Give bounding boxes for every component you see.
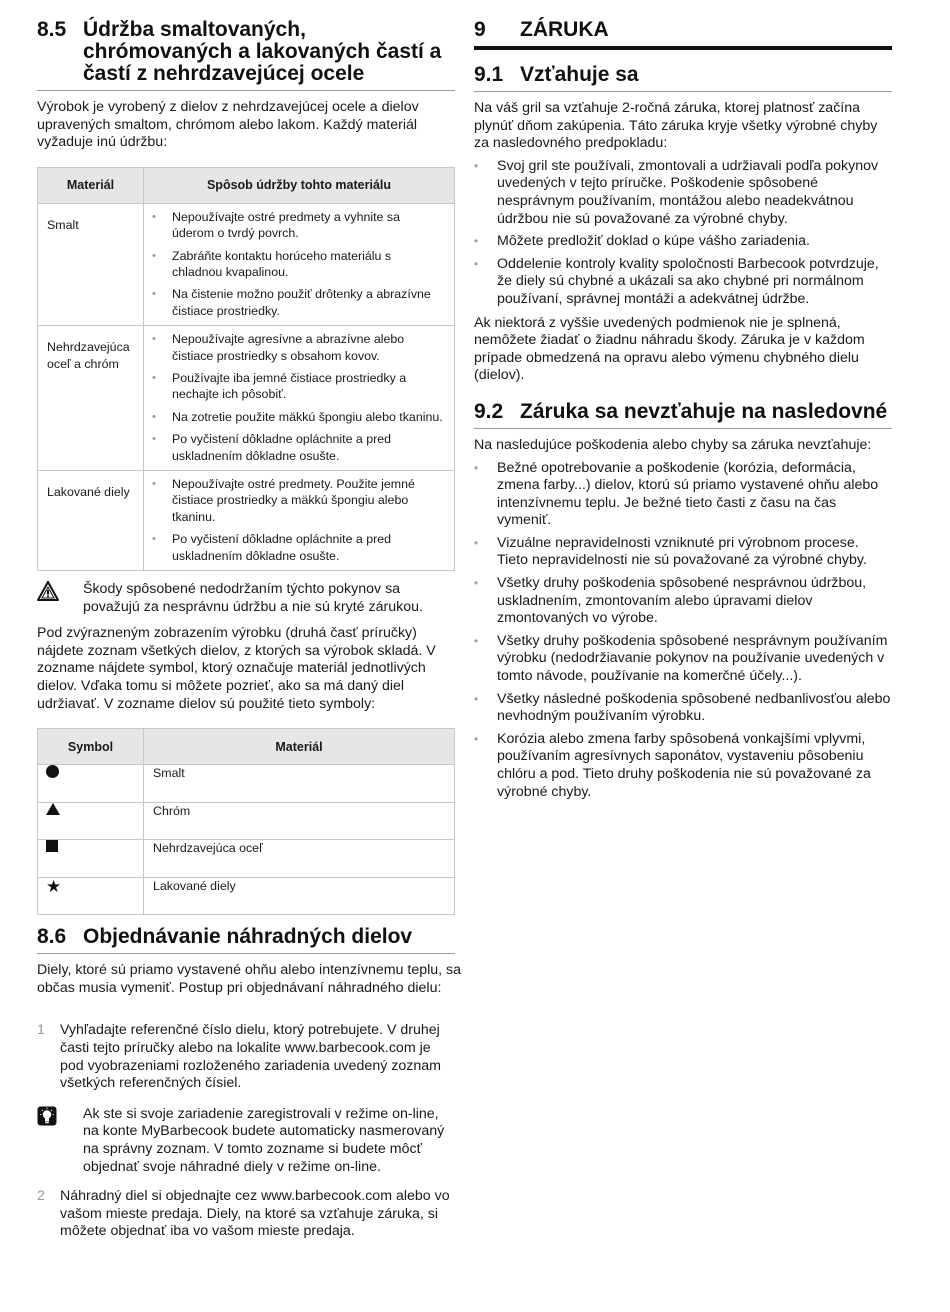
care-item: • Na čistenie možno použiť drôtenky a abrazívne čistiace prostriedky. bbox=[152, 287, 431, 318]
bullet-icon: • bbox=[474, 576, 479, 591]
care-item: • Používajte iba jemné čistiace prostriedky a nechajte ich pôsobiť. bbox=[152, 371, 407, 402]
section-8-6-heading bbox=[37, 926, 455, 948]
bullet-icon: • bbox=[152, 410, 156, 423]
exclusions-list bbox=[474, 460, 892, 802]
tip-text: Ak ste si svoje zariadenie zaregistrovali v režime on-line, na konte MyBarbecook budete automaticky nasmerovaný na správny zoznam. V tomto zozname si budete môcť objednať svoje náhradné diely v režime on-line. bbox=[83, 1105, 445, 1175]
step-1 bbox=[37, 1022, 455, 1092]
list-item: • Svoj gril ste používali, zmontovali a udržiavali podľa pokynov uvedených v tejto príručke. Poškodenie spôsobené nesprávnym používaním, montážou alebo neadekvátnou údržbou nie sú považované za výrobné chyby. bbox=[474, 157, 879, 227]
bullet-icon: • bbox=[152, 533, 156, 546]
section-number: 9 bbox=[474, 18, 486, 41]
table-row bbox=[38, 802, 455, 840]
list-item: • Všetky druhy poškodenia spôsobené nesprávnym používaním výrobku (nedodržiavanie pokynov na používanie uvedených v tomto návode, používanie na komerčné účely...). bbox=[474, 632, 888, 685]
care-item: • Nepoužívajte agresívne a abrazívne alebo čistiace prostriedky s obsahom kovov. bbox=[152, 332, 405, 363]
care-item: • Po vyčistení dôkladne opláchnite a pred uskladnením dôkladne osušte. bbox=[152, 432, 392, 463]
table-row bbox=[38, 877, 455, 915]
symbol-table bbox=[37, 728, 455, 915]
section-title: Objednávanie náhradných dielov bbox=[83, 925, 413, 949]
section-title: Vzťahuje sa bbox=[520, 63, 639, 86]
left-column bbox=[37, 0, 462, 1241]
paragraph: Pod zvýrazneným zobrazením výrobku (druhá časť príručky) nájdete zoznam všetkých dielov, z ktorých sa výrobok skladá. V zozname nájdete symbol, ktorý označuje materiál jednotlivých dielov. Vďaka tomu si môžete pozrieť, ako sa má daný diel udržiavať. V zozname dielov sú použité tieto symboly: bbox=[37, 625, 436, 712]
list-item: • Všetky následné poškodenia spôsobené nedbanlivosťou alebo nevhodným používaním výrobku. bbox=[474, 690, 891, 725]
star-symbol-icon: ★ bbox=[46, 876, 62, 896]
circle-symbol-icon bbox=[46, 765, 59, 778]
table-row bbox=[38, 203, 455, 325]
steps-list bbox=[37, 1022, 455, 1241]
material-cell: Smalt bbox=[144, 765, 455, 803]
section-8-5-heading bbox=[37, 19, 455, 85]
care-cell bbox=[144, 203, 455, 325]
step-text: Vyhľadajte referenčné číslo dielu, ktorý potrebujete. V druhej časti tejto príručky alebo na lokalite www.barbecook.com je pod vyobrazeniami rozloženého zariadenia uvedený zoznam všetkých referenčných čísiel. bbox=[60, 1022, 441, 1092]
material-cell: Nehrdzavejúca oceľ a chróm bbox=[38, 326, 144, 471]
table-row bbox=[38, 471, 455, 571]
coverage-list bbox=[474, 158, 892, 309]
paragraph: Na nasledujúce poškodenia alebo chyby sa záruka nevzťahuje: bbox=[474, 436, 872, 453]
section-9-2-heading bbox=[474, 401, 892, 423]
bullet-icon: • bbox=[474, 691, 479, 706]
care-cell bbox=[144, 471, 455, 571]
paragraph: Na váš gril sa vzťahuje 2-ročná záruka, ktorej platnosť začína plynúť dňom zakúpenia. Táto záruka kryje všetky výrobné chyby za nasledovného predpokladu: bbox=[474, 100, 878, 152]
bullet-icon: • bbox=[152, 249, 156, 262]
warning-text: Škody spôsobené nedodržaním týchto pokynov sa považujú za nesprávnu údržbu a nie sú kryté zárukou. bbox=[83, 581, 423, 615]
step-number: 1 bbox=[37, 1022, 45, 1039]
section-title: ZÁRUKA bbox=[520, 18, 609, 41]
care-item: • Nepoužívajte ostré predmety a vyhnite sa úderom o tvrdý povrch. bbox=[152, 209, 400, 241]
bullet-icon: • bbox=[474, 158, 479, 173]
list-item: • Korózia alebo zmena farby spôsobená vonkajšími vplyvmi, používaním agresívnych saponátov, vystaveniu pôsobeniu chlóru a pod. Tieto druhy poškodenia nie sú považované za výrobné chyby. bbox=[474, 730, 871, 800]
bullet-icon: • bbox=[474, 731, 479, 746]
column-header-symbol: Symbol bbox=[38, 729, 144, 765]
paragraph: Ak niektorá z vyššie uvedených podmienok nie je splnená, nemôžete žiadať o žiadnu náhradu škody. Záruka je v každom prípade obmedzená na opravu alebo výmenu chybného dielu (dielov). bbox=[474, 314, 865, 384]
material-cell: Smalt bbox=[38, 203, 144, 325]
bullet-icon: • bbox=[474, 460, 479, 475]
column-header-material: Materiál bbox=[38, 167, 144, 203]
material-cell: Lakované diely bbox=[144, 877, 455, 915]
bullet-icon: • bbox=[474, 535, 479, 550]
column-header-material: Materiál bbox=[144, 729, 455, 765]
bullet-icon: • bbox=[474, 633, 479, 648]
section-number: 9.1 bbox=[474, 63, 504, 86]
step-2 bbox=[37, 1188, 455, 1241]
bullet-icon: • bbox=[152, 433, 156, 446]
divider bbox=[37, 953, 455, 954]
bullet-icon: • bbox=[152, 288, 156, 301]
warning-note bbox=[37, 581, 455, 616]
section-number: 8.6 bbox=[37, 925, 67, 949]
bullet-icon: • bbox=[474, 234, 479, 249]
bullet-icon: • bbox=[152, 372, 156, 385]
material-cell: Lakované diely bbox=[38, 471, 144, 571]
step-number: 2 bbox=[37, 1188, 45, 1205]
table-header-row bbox=[38, 167, 455, 203]
divider bbox=[37, 90, 455, 91]
care-cell bbox=[144, 326, 455, 471]
material-cell: Chróm bbox=[144, 802, 455, 840]
list-item: • Oddelenie kontroly kvality spoločnosti Barbecook potvrdzuje, že diely sú chybné a ukázali sa ako chybné pri normálnom používaní, správnej montáži a adekvátnej údržbe. bbox=[474, 255, 879, 307]
square-symbol-icon bbox=[46, 840, 58, 852]
section-9-1-heading bbox=[474, 64, 892, 86]
list-item: • Všetky druhy poškodenia spôsobené nesprávnou údržbou, uskladnením, zmontovaním alebo úpravami dielov zmontovaných vo výrobe. bbox=[474, 575, 867, 627]
triangle-symbol-icon bbox=[46, 803, 60, 815]
bullet-icon: • bbox=[474, 256, 479, 271]
paragraph: Výrobok je vyrobený z dielov z nehrdzavejúcej ocele a dielov upravených smaltom, chrómom alebo lakom. Každý materiál vyžaduje inú údržbu: bbox=[37, 99, 419, 151]
table-header-row bbox=[38, 729, 455, 765]
divider bbox=[474, 428, 892, 429]
table-row bbox=[38, 326, 455, 471]
column-header-care: Spôsob údržby tohto materiálu bbox=[144, 167, 455, 203]
care-item: • Na zotretie použite mäkkú špongiu alebo tkaninu. bbox=[152, 409, 443, 424]
list-item: • Bežné opotrebovanie a poškodenie (korózia, deformácia, zmena farby...) dielov, ktorú sú priamo vystavené ohňu alebo intenzívnemu teplu. Je bežné tieto časti z času na čas vymeniť. bbox=[474, 459, 879, 529]
table-row bbox=[38, 840, 455, 878]
bullet-icon: • bbox=[152, 333, 156, 346]
material-cell: Nehrdzavejúca oceľ bbox=[144, 840, 455, 878]
warning-triangle-icon bbox=[37, 581, 83, 616]
bullet-icon: • bbox=[152, 478, 156, 491]
care-table bbox=[37, 167, 455, 571]
tip-note bbox=[37, 1106, 455, 1176]
section-number: 9.2 bbox=[474, 399, 504, 423]
list-item: • Vizuálne nepravidelnosti vzniknuté pri výrobnom procese. Tieto nepravidelnosti nie sú považované za výrobné chyby. bbox=[474, 534, 867, 569]
right-column bbox=[474, 0, 892, 801]
divider-thick bbox=[474, 46, 892, 50]
table-row bbox=[38, 765, 455, 803]
care-item: • Nepoužívajte ostré predmety. Použite jemné čistiace prostriedky a mäkkú špongiu alebo tkaninu. bbox=[152, 477, 415, 524]
step-text: Náhradný diel si objednajte cez www.barbecook.com alebo vo vašom mieste predaja. Diely, na ktoré sa vzťahuje záruka, si môžete objednať iba vo vašom mieste predaja. bbox=[60, 1188, 450, 1240]
care-item: • Po vyčistení dôkladne opláchnite a pred uskladnením dôkladne osušte. bbox=[152, 532, 392, 563]
section-number: 8.5 bbox=[37, 18, 67, 41]
section-9-heading bbox=[474, 19, 892, 41]
bullet-icon: • bbox=[152, 210, 156, 223]
divider bbox=[474, 91, 892, 92]
section-title: Údržba smaltovaných, chrómovaných a lakovaných častí a častí z nehrdzavejúcej ocele bbox=[83, 18, 442, 85]
paragraph: Diely, ktoré sú priamo vystavené ohňu alebo intenzívnemu teplu, sa občas musia vymeniť. Postup pri objednávaní náhradného dielu: bbox=[37, 962, 462, 996]
list-item: • Môžete predložiť doklad o kúpe vášho zariadenia. bbox=[474, 233, 810, 250]
section-title: Záruka sa nevzťahuje na nasledovné bbox=[520, 399, 888, 423]
care-item: • Zabráňte kontaktu horúceho materiálu s chladnou kvapalinou. bbox=[152, 248, 392, 279]
lightbulb-tip-icon bbox=[37, 1106, 83, 1176]
